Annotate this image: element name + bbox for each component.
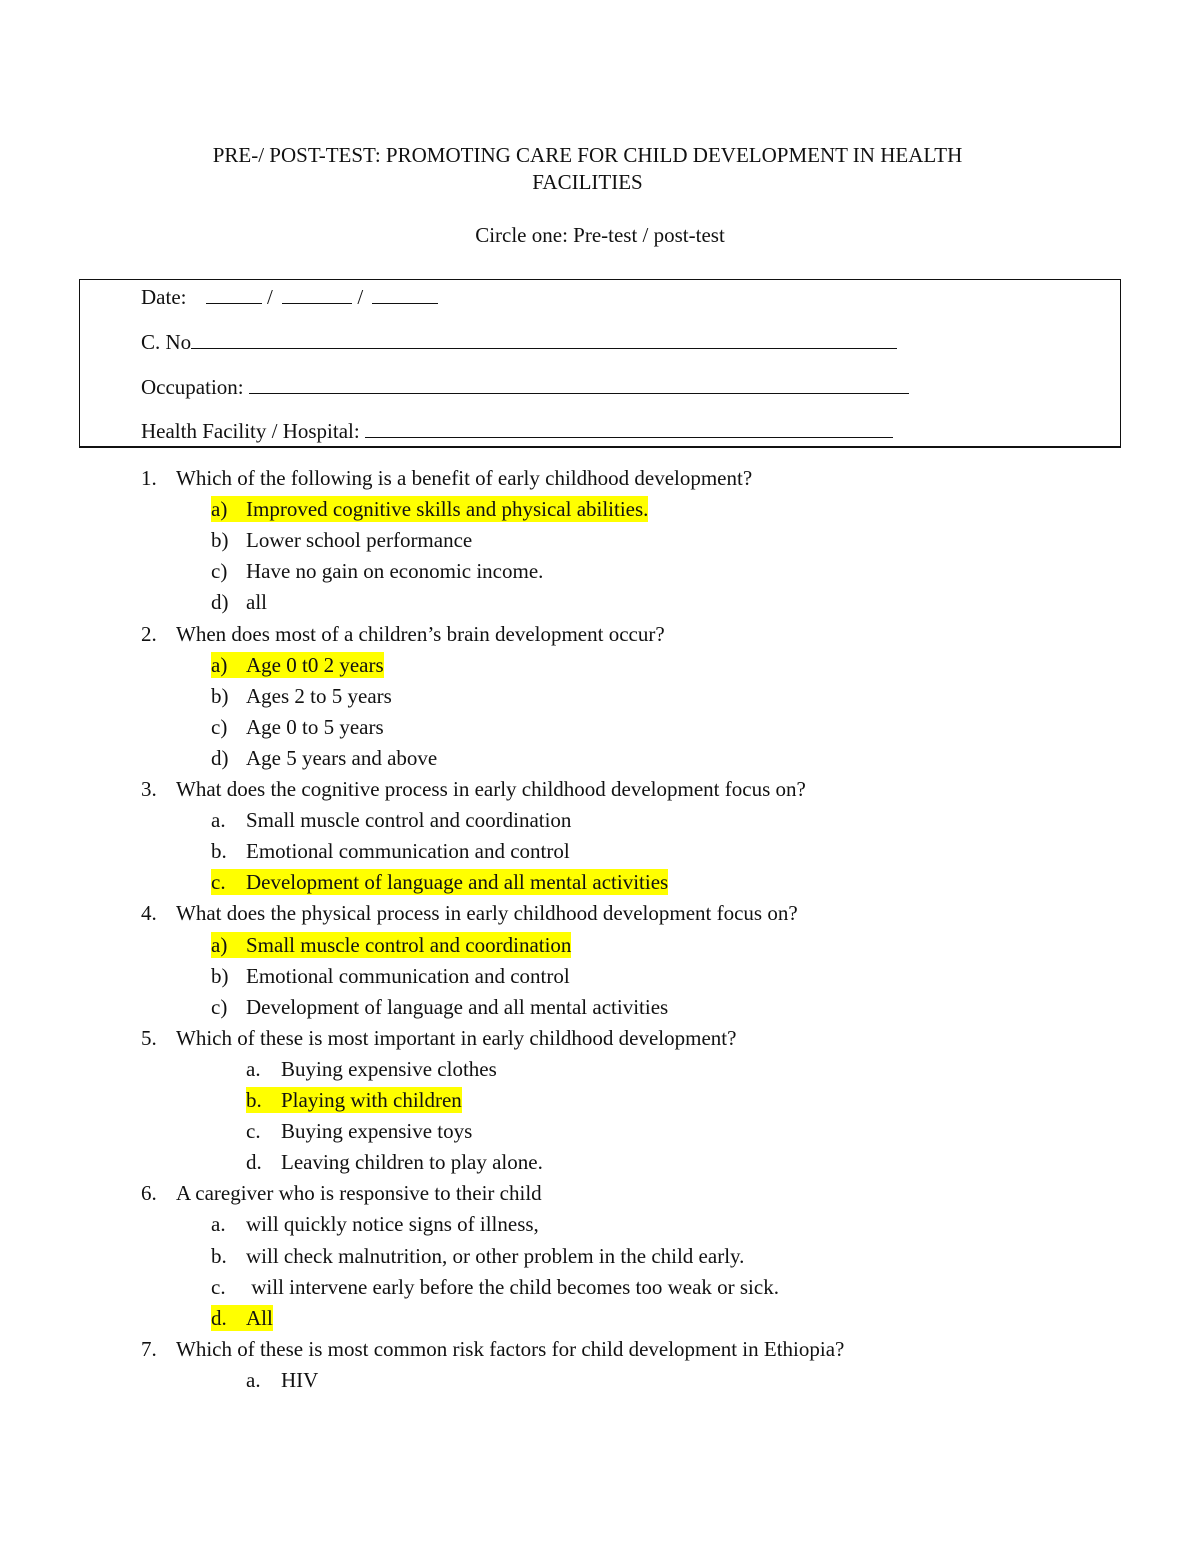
option-text-highlighted: Small muscle control and coordination <box>246 932 572 957</box>
question-number: 5. <box>141 1025 157 1050</box>
option-label: c) <box>211 994 228 1019</box>
date-separator: / <box>357 285 364 309</box>
option-text: all <box>246 590 267 615</box>
participant-info-box <box>79 279 1121 448</box>
facility-blank[interactable] <box>365 419 893 438</box>
document-title-line-2: FACILITIES <box>532 170 643 194</box>
option-text: Emotional communication and control <box>246 839 570 864</box>
option-text: Age 5 years and above <box>246 745 438 770</box>
option-label: a. <box>211 1212 226 1237</box>
option-label: a) <box>211 496 246 522</box>
facility-field <box>141 419 893 444</box>
date-year-blank[interactable] <box>372 285 438 304</box>
option-label: d. <box>246 1150 262 1175</box>
option-label: c. <box>211 1274 226 1299</box>
option-text: HIV <box>281 1367 319 1392</box>
cno-field <box>141 330 897 355</box>
option-label: c) <box>211 559 228 584</box>
option-text: Ages 2 to 5 years <box>246 683 392 708</box>
option-label: d) <box>211 590 229 615</box>
document-title-line-1: PRE-/ POST-TEST: PROMOTING CARE FOR CHILD DEVELOPMENT IN HEALTH <box>212 143 963 167</box>
question-number: 7. <box>141 1336 157 1361</box>
date-label: Date: <box>141 285 187 309</box>
option-label: c. <box>211 869 246 895</box>
option-label: c) <box>211 714 228 739</box>
question-text: When does most of a children’s brain development occur? <box>176 621 665 646</box>
date-month-blank[interactable] <box>282 285 352 304</box>
option-text-highlighted: Playing with children <box>281 1088 462 1112</box>
option-text: will quickly notice signs of illness, <box>246 1212 539 1237</box>
option-label: a. <box>246 1056 261 1081</box>
option-text: Age 0 to 5 years <box>246 714 384 739</box>
option-label: b) <box>211 528 229 553</box>
question-text: What does the physical process in early childhood development focus on? <box>176 901 798 926</box>
option-text: Buying expensive toys <box>281 1119 473 1144</box>
option-text: Have no gain on economic income. <box>246 559 544 584</box>
facility-label: Health Facility / Hospital: <box>141 419 360 443</box>
date-day-blank[interactable] <box>206 285 262 304</box>
pre-post-selector[interactable]: Circle one: Pre-test / post-test <box>475 223 725 247</box>
option-label: b) <box>211 963 229 988</box>
option-label: a. <box>246 1367 261 1392</box>
option-label: b. <box>211 839 227 864</box>
question-number: 1. <box>141 466 157 490</box>
date-field <box>141 285 438 310</box>
option-label: b) <box>211 683 229 708</box>
question-number: 4. <box>141 901 157 926</box>
question-text: Which of these is most common risk factors for child development in Ethiopia? <box>176 1336 845 1361</box>
occupation-label: Occupation: <box>141 375 244 399</box>
question-text: Which of the following is a benefit of early childhood development? <box>176 466 753 490</box>
option-text-highlighted: Development of language and all mental activities <box>246 870 669 895</box>
option-text: will check malnutrition, or other problem in the child early. <box>246 1243 745 1268</box>
option-text: Lower school performance <box>246 528 473 553</box>
option-label: b. <box>246 1087 281 1113</box>
option-label: a) <box>211 652 246 678</box>
option-text-highlighted: All <box>246 1305 273 1330</box>
option-text: will intervene early before the child becomes too weak or sick. <box>246 1274 779 1299</box>
occupation-field <box>141 375 909 400</box>
option-label: a) <box>211 932 246 958</box>
option-label: d) <box>211 745 229 770</box>
cno-label: C. No <box>141 330 192 354</box>
occupation-blank[interactable] <box>249 375 909 394</box>
option-text: Development of language and all mental activities <box>246 994 669 1019</box>
option-text-highlighted: Age 0 t0 2 years <box>246 652 384 677</box>
option-text: Buying expensive clothes <box>281 1056 497 1081</box>
question-text: What does the cognitive process in early childhood development focus on? <box>176 777 806 801</box>
cno-blank[interactable] <box>191 330 897 349</box>
date-separator: / <box>266 285 273 309</box>
option-label: a. <box>211 808 226 833</box>
option-text-highlighted: Improved cognitive skills and physical abilities. <box>246 497 649 522</box>
option-label: b. <box>211 1243 227 1268</box>
option-text: Emotional communication and control <box>246 963 570 988</box>
option-text: Small muscle control and coordination <box>246 808 572 833</box>
question-text: Which of these is most important in early childhood development? <box>176 1025 737 1050</box>
question-number: 3. <box>141 777 157 801</box>
question-number: 6. <box>141 1181 157 1206</box>
option-label: d. <box>211 1305 246 1331</box>
option-text: Leaving children to play alone. <box>281 1150 543 1175</box>
question-number: 2. <box>141 621 157 646</box>
option-label: c. <box>246 1119 261 1144</box>
question-text: A caregiver who is responsive to their child <box>176 1181 542 1206</box>
